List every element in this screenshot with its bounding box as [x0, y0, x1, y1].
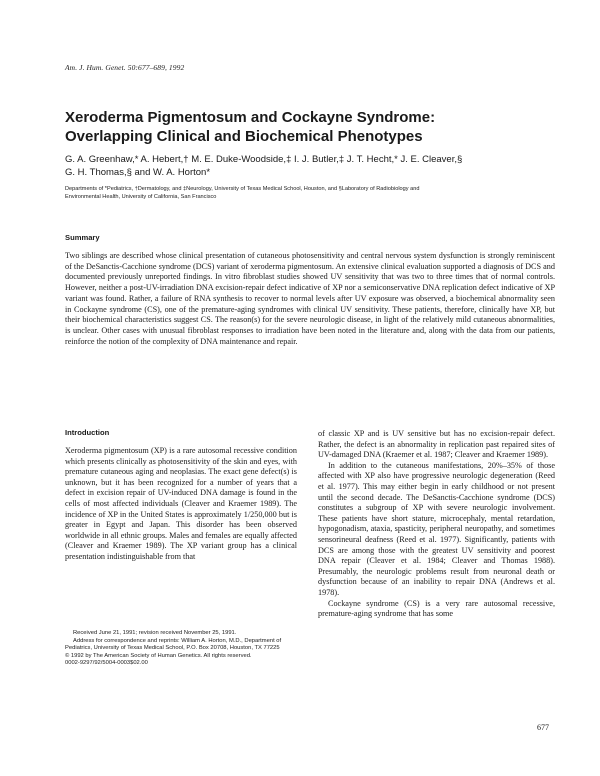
author-list — [65, 153, 545, 179]
affiliations-line-1: Departments of *Pediatrics, †Dermatology, and ‡Neurology, University of Texas Medical School, Houston, and §Laboratory of Radiobiology and — [65, 186, 420, 192]
footnote-received: Received June 21, 1991; revision received November 25, 1991. — [73, 630, 237, 636]
right-paragraph-2: In addition to the cutaneous manifestations, 20%–35% of those affected with XP also have progressive neurologic degeneration (Reed et al. 1977). This may either begin in early childhood or not present until the second decade. The DeSanctis-Cacchione syndrome (DCS) constitutes a subgroup of XP with severe neurologic involvement. These patients have short stature, microcephaly, mental retardation, hypogonadism, ataxia, spasticity, peripheral neuropathy, and sometimes sensorineural deafness (Reed et al. 1977). Significantly, patients with DCS are among those with the greatest UV sensitivity and poorest DNA repair (Cleaver et al. 1984; Cleaver and Thomas 1988). Presumably, the neurologic problems result from neuronal death or dysfunction because of an inability to repair DNA (Andrews et al. 1978). — [318, 460, 555, 597]
title-line-1: Xeroderma Pigmentosum and Cockayne Syndrome: — [65, 109, 436, 126]
summary-text: Two siblings are described whose clinical presentation of cutaneous photosensitivity and central nervous system dysfunction is strongly reminiscent of the DeSanctis-Cacchione syndrome (DCS) variant of xeroderma pigmentosum. An extensive clinical evaluation supported a diagnosis of DCS and documented previously unreported findings. In vitro fibroblast studies showed UV sensitivity that was two to three times that of normal controls. However, neither a post-UV-irradiation DNA excision-repair defect indicative of XP nor a semiconservative DNA replication defect indicative of XP variant was found. Rather, a failure of RNA synthesis to recover to normal levels after UV exposure was observed, a biochemical abnormality seen in Cockayne syndrome (CS), one of the premature-aging syndromes with clinical UV sensitivity. These patients, therefore, clinically have XP, but their biochemical characteristics suggest CS. The reason(s) for the severe neurologic disease, in light of the relatively mild cutaneous abnormalities, is unclear. Other cases with unusual fibroblast responses to irradiation have been noted in the literature and, along with the data from our patients, reinforce the notion of the complexity of DNA maintenance and repair. — [65, 251, 555, 346]
authors-line-2: G. H. Thomas,§ and W. A. Horton* — [65, 167, 211, 178]
introduction-left-column: Xeroderma pigmentosum (XP) is a rare autosomal recessive condition which presents clinically as photosensitivity of the skin and eyes, with premature cutaneous aging and neoplasias. The exact gene defect(s) is unknown, but it has been recognized for a number of years that a defect in excision repair of UV-induced DNA damage is found in the cells of most affected individuals (Cleaver and Kraemer 1989). The incidence of XP in the United States is approximately 1/250,000 but is greater in Egypt and Japan. This disorder has been observed worldwide in all ethnic groups. Males and females are equally affected (Cleaver and Kraemer 1989). The XP variant group has a clinical presentation indistinguishable from that — [65, 446, 297, 561]
footnote-address: Address for correspondence and reprints: William A. Horton, M.D., Department of Pediatrics, University of Texas Medical School, P.O. Box 20708, Houston, TX 77225 — [65, 637, 282, 652]
affiliations — [65, 185, 550, 201]
footnote-copyright: © 1992 by The American Society of Human Genetics. All rights reserved. — [65, 652, 252, 659]
right-paragraph-1: of classic XP and is UV sensitive but has no excision-repair defect. Rather, the defect is an abnormality in replication past repaired sites of UV-damaged DNA (Kraemer et al. 1987; Cleaver and Kraemer 1989). — [318, 429, 555, 460]
right-paragraph-3: Cockayne syndrome (CS) is a very rare autosomal recessive, premature-aging syndrome that has some — [318, 598, 555, 619]
title-line-2: Overlapping Clinical and Biochemical Phenotypes — [65, 128, 423, 145]
footnote-issn: 0002-9297/92/5004-0003$02.00 — [65, 660, 148, 667]
summary-heading: Summary — [65, 233, 100, 242]
page-number: 677 — [537, 723, 549, 732]
introduction-right-column — [318, 429, 555, 620]
introduction-heading: Introduction — [65, 428, 110, 437]
article-title — [65, 108, 545, 146]
footnote — [65, 630, 297, 668]
journal-citation: Am. J. Hum. Genet. 50:677–689, 1992 — [65, 63, 185, 72]
authors-line-1: G. A. Greenhaw,* A. Hebert,† M. E. Duke-Woodside,‡ I. J. Butler,‡ J. T. Hecht,* J. E. Cleaver,§ — [65, 154, 463, 165]
affiliations-line-2: Environmental Health, University of California, San Francisco — [65, 194, 217, 200]
